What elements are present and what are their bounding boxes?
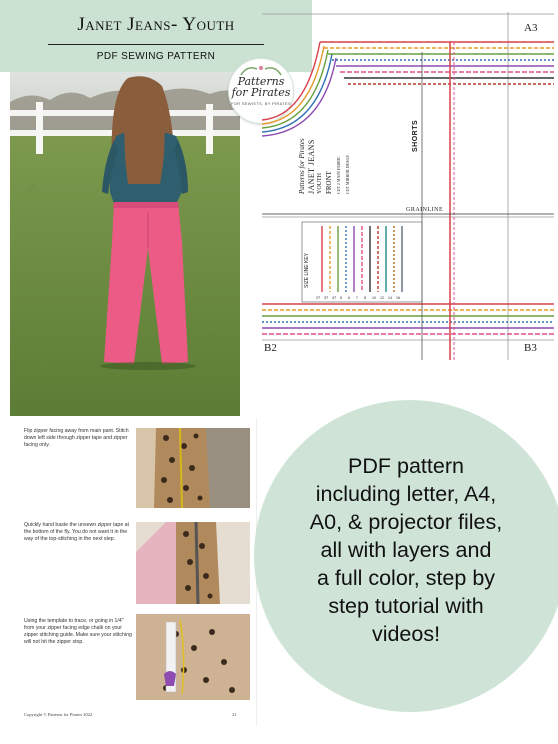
pattern-piece-sub: YOUTH	[317, 173, 323, 194]
product-subtitle: PDF SEWING PATTERN	[96, 51, 216, 62]
size-4t: 4T	[332, 296, 337, 300]
promo-line-1: PDF pattern	[348, 454, 464, 478]
logo-line-1: Patterns	[237, 75, 285, 88]
step-3-photo	[136, 614, 250, 700]
model-photo	[10, 72, 240, 416]
shorts-label: SHORTS	[412, 119, 419, 152]
corner-label-a3: A3	[524, 22, 538, 34]
pattern-piece-note-1: CUT 2 MAIN FABRIC	[336, 156, 341, 194]
grainline-label: GRAINLINE	[406, 207, 444, 213]
promo-line-7: videos!	[371, 622, 441, 646]
corner-label-b2: B2	[264, 342, 277, 354]
step-1-text: Flip zipper facing away from main pant. Stitch down left side through zipper tape and zipper facing only.	[24, 428, 129, 448]
size-7: 7	[356, 296, 358, 300]
tutorial-footer-copyright: Copyright © Patterns for Pirates 2022	[24, 712, 93, 717]
step-1-photo	[136, 428, 250, 508]
pattern-piece-name: FRONT	[325, 171, 333, 194]
corner-label-b3: B3	[524, 342, 537, 354]
size-6: 6	[348, 296, 350, 300]
pattern-sheet-preview	[262, 12, 554, 360]
tutorial-footer-page-number: 21	[232, 712, 237, 717]
pattern-piece-info	[298, 94, 352, 194]
size-14: 14	[388, 296, 392, 300]
size-3t: 3T	[324, 296, 329, 300]
promo-text	[276, 452, 536, 648]
size-8: 8	[364, 296, 366, 300]
promo-line-3: A0, & projector files,	[309, 510, 503, 534]
size-5: 5	[340, 296, 342, 300]
promo-line-6: step tutorial with	[328, 594, 484, 618]
size-12: 12	[380, 296, 384, 300]
product-title: Janet Jeans- Youth	[77, 14, 235, 35]
size-16: 16	[396, 296, 400, 300]
promo-line-2: including letter, A4,	[315, 482, 497, 506]
pattern-brand: Patterns for Pirates	[298, 138, 306, 194]
title-divider	[48, 44, 264, 45]
step-3-text: Using the template to trace, or going in 1/4" from your zipper facing edge chalk on your zipper stitching guide. Make sure your stitching will not hit the zipper stop.	[24, 618, 132, 645]
size-2t: 2T	[316, 296, 321, 300]
tutorial-page-preview	[0, 418, 257, 726]
promo-line-4: all with layers and	[320, 538, 492, 562]
logo-tagline: FOR SEWISTS, BY PIRATES	[231, 101, 291, 106]
size-10: 10	[372, 296, 376, 300]
promo-line-5: a full color, step by	[316, 566, 496, 590]
pattern-piece-title: JANET JEANS	[307, 139, 316, 194]
logo-line-2: for Pirates	[231, 86, 291, 99]
step-2-photo	[136, 522, 250, 604]
pattern-piece-note-2: CUT MIRROR IMAGE	[345, 155, 350, 194]
step-2-text: Quickly hand baste the unsewn zipper tape at the bottom of the fly. You do not want it in the way of the top-stitching in the next step.	[24, 522, 129, 542]
size-key-list	[316, 296, 402, 300]
size-key-label: SIZE LINE KEY	[304, 252, 310, 288]
